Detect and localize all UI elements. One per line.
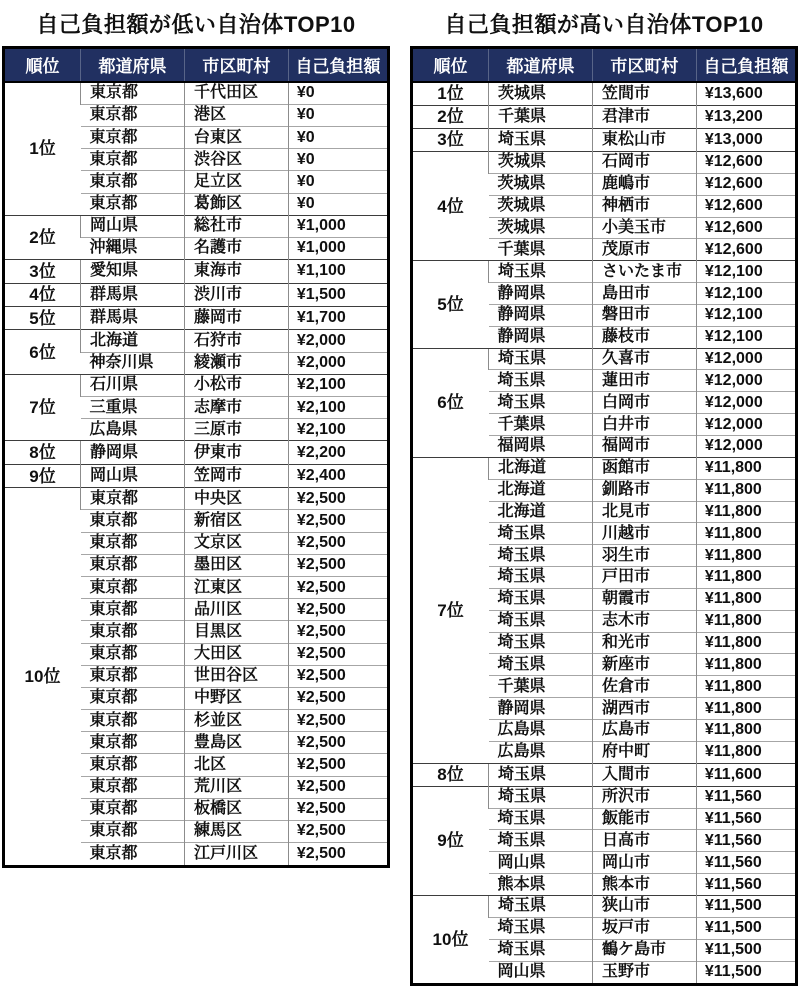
- prefecture-cell: 埼玉県: [489, 610, 593, 632]
- amount-cell: ¥12,100: [696, 283, 796, 305]
- prefecture-cell: 千葉県: [489, 676, 593, 698]
- amount-cell: ¥2,500: [288, 820, 388, 842]
- prefecture-cell: 東京都: [81, 687, 185, 709]
- city-cell: 狭山市: [592, 895, 696, 917]
- amount-cell: ¥11,560: [696, 830, 796, 852]
- city-cell: 名護市: [184, 237, 288, 259]
- amount-cell: ¥11,600: [696, 763, 796, 786]
- amount-cell: ¥11,500: [696, 917, 796, 939]
- table-row: [412, 105, 797, 128]
- prefecture-cell: 東京都: [81, 843, 185, 867]
- amount-cell: ¥0: [288, 149, 388, 171]
- prefecture-cell: 群馬県: [81, 283, 185, 306]
- amount-cell: ¥12,000: [696, 392, 796, 414]
- city-cell: 志摩市: [184, 397, 288, 419]
- amount-cell: ¥11,800: [696, 676, 796, 698]
- city-cell: 中央区: [184, 488, 288, 510]
- column-header: 市区町村: [592, 48, 696, 82]
- amount-cell: ¥1,500: [288, 283, 388, 306]
- prefecture-cell: 埼玉県: [489, 545, 593, 567]
- amount-cell: ¥11,500: [696, 961, 796, 984]
- prefecture-cell: 千葉県: [489, 239, 593, 261]
- amount-cell: ¥11,800: [696, 567, 796, 589]
- city-cell: 藤岡市: [184, 307, 288, 330]
- amount-cell: ¥12,600: [696, 239, 796, 261]
- table-row: [4, 82, 389, 105]
- amount-cell: ¥13,600: [696, 82, 796, 106]
- city-cell: 熊本市: [592, 874, 696, 896]
- amount-cell: ¥0: [288, 82, 388, 105]
- city-cell: 茂原市: [592, 239, 696, 261]
- city-cell: 府中町: [592, 741, 696, 763]
- city-cell: 世田谷区: [184, 665, 288, 687]
- amount-cell: ¥0: [288, 104, 388, 126]
- city-cell: 島田市: [592, 283, 696, 305]
- prefecture-cell: 東京都: [81, 643, 185, 665]
- city-cell: 日高市: [592, 830, 696, 852]
- header-row: [4, 48, 389, 82]
- city-cell: 三原市: [184, 419, 288, 441]
- rank-cell: 10位: [4, 488, 81, 867]
- city-cell: 江戸川区: [184, 843, 288, 867]
- amount-cell: ¥0: [288, 127, 388, 149]
- amount-cell: ¥2,200: [288, 441, 388, 464]
- amount-cell: ¥11,800: [696, 610, 796, 632]
- city-cell: 東海市: [184, 260, 288, 283]
- prefecture-cell: 埼玉県: [489, 588, 593, 610]
- prefecture-cell: 東京都: [81, 621, 185, 643]
- prefecture-cell: 東京都: [81, 599, 185, 621]
- amount-cell: ¥12,600: [696, 195, 796, 217]
- table-row: [4, 283, 389, 306]
- column-header: 市区町村: [184, 48, 288, 82]
- prefecture-cell: 東京都: [81, 732, 185, 754]
- city-cell: 小美玉市: [592, 217, 696, 239]
- prefecture-cell: 神奈川県: [81, 352, 185, 374]
- amount-cell: ¥11,800: [696, 523, 796, 545]
- city-cell: 台東区: [184, 127, 288, 149]
- low-table-header: [4, 48, 389, 82]
- city-cell: 函館市: [592, 457, 696, 479]
- rank-cell: 8位: [4, 441, 81, 464]
- rank-cell: 4位: [412, 152, 489, 261]
- table-row: [4, 260, 389, 283]
- prefecture-cell: 東京都: [81, 171, 185, 193]
- table-row: [412, 457, 797, 479]
- prefecture-cell: 福岡県: [489, 435, 593, 457]
- table-row: [4, 215, 389, 237]
- prefecture-cell: 東京都: [81, 665, 185, 687]
- city-cell: 杉並区: [184, 710, 288, 732]
- prefecture-cell: 東京都: [81, 820, 185, 842]
- city-cell: 北見市: [592, 501, 696, 523]
- prefecture-cell: 東京都: [81, 510, 185, 532]
- column-header: 自己負担額: [288, 48, 388, 82]
- city-cell: 葛飾区: [184, 193, 288, 215]
- rank-cell: 5位: [412, 261, 489, 348]
- high-table-body: [412, 82, 797, 985]
- column-header: 自己負担額: [696, 48, 796, 82]
- amount-cell: ¥11,500: [696, 939, 796, 961]
- amount-cell: ¥0: [288, 171, 388, 193]
- table-row: [412, 763, 797, 786]
- prefecture-cell: 埼玉県: [489, 567, 593, 589]
- prefecture-cell: 東京都: [81, 127, 185, 149]
- prefecture-cell: 静岡県: [81, 441, 185, 464]
- amount-cell: ¥12,000: [696, 370, 796, 392]
- amount-cell: ¥11,800: [696, 457, 796, 479]
- city-cell: 綾瀬市: [184, 352, 288, 374]
- city-cell: 東松山市: [592, 128, 696, 151]
- amount-cell: ¥12,000: [696, 435, 796, 457]
- city-cell: 磐田市: [592, 304, 696, 326]
- city-cell: 藤枝市: [592, 326, 696, 348]
- city-cell: 足立区: [184, 171, 288, 193]
- city-cell: 鶴ケ島市: [592, 939, 696, 961]
- city-cell: 神栖市: [592, 195, 696, 217]
- prefecture-cell: 茨城県: [489, 82, 593, 106]
- column-header: 順位: [412, 48, 489, 82]
- prefecture-cell: 東京都: [81, 82, 185, 105]
- amount-cell: ¥1,700: [288, 307, 388, 330]
- amount-cell: ¥2,500: [288, 798, 388, 820]
- amount-cell: ¥12,600: [696, 173, 796, 195]
- table-row: [412, 82, 797, 106]
- city-cell: 鹿嶋市: [592, 173, 696, 195]
- prefecture-cell: 東京都: [81, 488, 185, 510]
- prefecture-cell: 静岡県: [489, 283, 593, 305]
- amount-cell: ¥2,500: [288, 687, 388, 709]
- city-cell: 文京区: [184, 532, 288, 554]
- low-cost-panel: [2, 5, 390, 868]
- city-cell: 湖西市: [592, 698, 696, 720]
- city-cell: 小松市: [184, 374, 288, 396]
- amount-cell: ¥2,500: [288, 577, 388, 599]
- table-row: [4, 374, 389, 396]
- table-row: [412, 348, 797, 370]
- prefecture-cell: 埼玉県: [489, 261, 593, 283]
- amount-cell: ¥11,500: [696, 895, 796, 917]
- city-cell: 北区: [184, 754, 288, 776]
- high-table-title: 自己負担額が高い自治体TOP10: [444, 12, 764, 37]
- city-cell: 荒川区: [184, 776, 288, 798]
- high-cost-panel: [410, 5, 798, 986]
- city-cell: 豊島区: [184, 732, 288, 754]
- city-cell: 笠岡市: [184, 464, 288, 487]
- city-cell: 朝霞市: [592, 588, 696, 610]
- column-header: 都道府県: [489, 48, 593, 82]
- rank-cell: 7位: [4, 374, 81, 441]
- high-table-header: [412, 48, 797, 82]
- amount-cell: ¥2,500: [288, 621, 388, 643]
- city-cell: 江東区: [184, 577, 288, 599]
- prefecture-cell: 埼玉県: [489, 763, 593, 786]
- city-cell: 久喜市: [592, 348, 696, 370]
- city-cell: 石岡市: [592, 152, 696, 174]
- amount-cell: ¥12,100: [696, 261, 796, 283]
- prefecture-cell: 東京都: [81, 754, 185, 776]
- rank-cell: 2位: [4, 215, 81, 259]
- prefecture-cell: 埼玉県: [489, 370, 593, 392]
- amount-cell: ¥2,500: [288, 843, 388, 867]
- city-cell: 目黒区: [184, 621, 288, 643]
- table-row: [412, 128, 797, 151]
- city-cell: 笠間市: [592, 82, 696, 106]
- amount-cell: ¥1,000: [288, 237, 388, 259]
- prefecture-cell: 岡山県: [489, 961, 593, 984]
- column-header: 都道府県: [81, 48, 185, 82]
- prefecture-cell: 北海道: [81, 330, 185, 352]
- amount-cell: ¥11,800: [696, 741, 796, 763]
- amount-cell: ¥11,800: [696, 588, 796, 610]
- city-cell: 飯能市: [592, 808, 696, 830]
- prefecture-cell: 埼玉県: [489, 895, 593, 917]
- rank-cell: 6位: [412, 348, 489, 457]
- city-cell: 戸田市: [592, 567, 696, 589]
- city-cell: 新宿区: [184, 510, 288, 532]
- prefecture-cell: 愛知県: [81, 260, 185, 283]
- header-row: [412, 48, 797, 82]
- rank-cell: 1位: [29, 139, 56, 159]
- amount-cell: ¥13,000: [696, 128, 796, 151]
- prefecture-cell: 静岡県: [489, 326, 593, 348]
- amount-cell: ¥2,500: [288, 554, 388, 576]
- city-cell: 福岡市: [592, 435, 696, 457]
- prefecture-cell: 埼玉県: [489, 632, 593, 654]
- rank-cell: 9位: [412, 786, 489, 895]
- amount-cell: ¥2,500: [288, 532, 388, 554]
- city-cell: 川越市: [592, 523, 696, 545]
- amount-cell: ¥2,100: [288, 397, 388, 419]
- amount-cell: ¥12,100: [696, 326, 796, 348]
- city-cell: 所沢市: [592, 786, 696, 808]
- prefecture-cell: 群馬県: [81, 307, 185, 330]
- city-cell: 広島市: [592, 719, 696, 741]
- rank-cell: 5位: [4, 307, 81, 330]
- city-cell: 佐倉市: [592, 676, 696, 698]
- city-cell: 総社市: [184, 215, 288, 237]
- prefecture-cell: 広島県: [81, 419, 185, 441]
- amount-cell: ¥2,500: [288, 488, 388, 510]
- city-cell: 白井市: [592, 414, 696, 436]
- amount-cell: ¥12,600: [696, 217, 796, 239]
- city-cell: 中野区: [184, 687, 288, 709]
- city-cell: 新座市: [592, 654, 696, 676]
- prefecture-cell: 埼玉県: [489, 808, 593, 830]
- prefecture-cell: 埼玉県: [489, 348, 593, 370]
- amount-cell: ¥1,100: [288, 260, 388, 283]
- city-cell: 蓮田市: [592, 370, 696, 392]
- prefecture-cell: 岡山県: [81, 464, 185, 487]
- amount-cell: ¥11,800: [696, 501, 796, 523]
- prefecture-cell: 埼玉県: [489, 917, 593, 939]
- prefecture-cell: 静岡県: [489, 698, 593, 720]
- amount-cell: ¥12,600: [696, 152, 796, 174]
- amount-cell: ¥11,800: [696, 654, 796, 676]
- prefecture-cell: 北海道: [489, 457, 593, 479]
- amount-cell: ¥0: [288, 193, 388, 215]
- rank-cell: 8位: [412, 763, 489, 786]
- city-cell: 志木市: [592, 610, 696, 632]
- column-header: 順位: [4, 48, 81, 82]
- prefecture-cell: 千葉県: [489, 414, 593, 436]
- high-table: [410, 46, 798, 986]
- table-row: [4, 330, 389, 352]
- prefecture-cell: 東京都: [81, 193, 185, 215]
- prefecture-cell: 埼玉県: [489, 939, 593, 961]
- low-table: [2, 46, 390, 868]
- prefecture-cell: 広島県: [489, 719, 593, 741]
- prefecture-cell: 茨城県: [489, 173, 593, 195]
- city-cell: 大田区: [184, 643, 288, 665]
- prefecture-cell: 東京都: [81, 532, 185, 554]
- amount-cell: ¥11,560: [696, 808, 796, 830]
- city-cell: 和光市: [592, 632, 696, 654]
- city-cell: 君津市: [592, 105, 696, 128]
- prefecture-cell: 岡山県: [489, 852, 593, 874]
- amount-cell: ¥11,560: [696, 874, 796, 896]
- amount-cell: ¥11,560: [696, 786, 796, 808]
- amount-cell: ¥2,500: [288, 754, 388, 776]
- prefecture-cell: 茨城県: [489, 217, 593, 239]
- amount-cell: ¥2,100: [288, 374, 388, 396]
- prefecture-cell: 沖縄県: [81, 237, 185, 259]
- amount-cell: ¥1,000: [288, 215, 388, 237]
- amount-cell: ¥2,500: [288, 510, 388, 532]
- prefecture-cell: 埼玉県: [489, 523, 593, 545]
- amount-cell: ¥11,800: [696, 698, 796, 720]
- prefecture-cell: 東京都: [81, 776, 185, 798]
- amount-cell: ¥11,800: [696, 545, 796, 567]
- city-cell: 玉野市: [592, 961, 696, 984]
- amount-cell: ¥2,000: [288, 352, 388, 374]
- prefecture-cell: 三重県: [81, 397, 185, 419]
- amount-cell: ¥13,200: [696, 105, 796, 128]
- amount-cell: ¥11,800: [696, 719, 796, 741]
- table-row: [412, 261, 797, 283]
- amount-cell: ¥2,500: [288, 732, 388, 754]
- low-table-title: 自己負担額が低い自治体TOP10: [36, 12, 356, 37]
- city-cell: 岡山市: [592, 852, 696, 874]
- prefecture-cell: 東京都: [81, 149, 185, 171]
- prefecture-cell: 東京都: [81, 798, 185, 820]
- amount-cell: ¥2,500: [288, 643, 388, 665]
- prefecture-cell: 茨城県: [489, 152, 593, 174]
- city-cell: 釧路市: [592, 479, 696, 501]
- prefecture-cell: 北海道: [489, 479, 593, 501]
- rank-cell: 9位: [4, 464, 81, 487]
- rank-cell: 10位: [412, 895, 489, 984]
- city-cell: 渋谷区: [184, 149, 288, 171]
- table-row: [412, 152, 797, 174]
- city-cell: 石狩市: [184, 330, 288, 352]
- city-cell: 渋川市: [184, 283, 288, 306]
- table-row: [4, 441, 389, 464]
- prefecture-cell: 茨城県: [489, 195, 593, 217]
- prefecture-cell: 埼玉県: [489, 392, 593, 414]
- city-cell: 墨田区: [184, 554, 288, 576]
- prefecture-cell: 東京都: [81, 104, 185, 126]
- city-cell: 伊東市: [184, 441, 288, 464]
- rank-cell: 3位: [4, 260, 81, 283]
- table-row: [4, 464, 389, 487]
- prefecture-cell: 埼玉県: [489, 654, 593, 676]
- city-cell: 品川区: [184, 599, 288, 621]
- prefecture-cell: 東京都: [81, 710, 185, 732]
- city-cell: 白岡市: [592, 392, 696, 414]
- prefecture-cell: 岡山県: [81, 215, 185, 237]
- prefecture-cell: 千葉県: [489, 105, 593, 128]
- amount-cell: ¥11,800: [696, 632, 796, 654]
- city-cell: 板橋区: [184, 798, 288, 820]
- amount-cell: ¥11,800: [696, 479, 796, 501]
- prefecture-cell: 埼玉県: [489, 830, 593, 852]
- city-cell: 羽生市: [592, 545, 696, 567]
- table-row: [4, 307, 389, 330]
- amount-cell: ¥2,500: [288, 710, 388, 732]
- prefecture-cell: 北海道: [489, 501, 593, 523]
- table-row: [412, 786, 797, 808]
- rank-cell: 4位: [4, 283, 81, 306]
- rank-cell: 7位: [412, 457, 489, 763]
- rank-cell: 3位: [412, 128, 489, 151]
- prefecture-cell: 熊本県: [489, 874, 593, 896]
- city-cell: 入間市: [592, 763, 696, 786]
- amount-cell: ¥12,000: [696, 348, 796, 370]
- amount-cell: ¥2,400: [288, 464, 388, 487]
- city-cell: 千代田区: [184, 82, 288, 105]
- prefecture-cell: 東京都: [81, 554, 185, 576]
- prefecture-cell: 石川県: [81, 374, 185, 396]
- rank-cell: 1位: [437, 84, 464, 104]
- rank-cell: 2位: [412, 105, 489, 128]
- city-cell: 坂戸市: [592, 917, 696, 939]
- table-row: [4, 488, 389, 510]
- amount-cell: ¥2,500: [288, 665, 388, 687]
- amount-cell: ¥2,500: [288, 776, 388, 798]
- city-cell: 港区: [184, 104, 288, 126]
- prefecture-cell: 埼玉県: [489, 786, 593, 808]
- prefecture-cell: 東京都: [81, 577, 185, 599]
- prefecture-cell: 静岡県: [489, 304, 593, 326]
- amount-cell: ¥11,560: [696, 852, 796, 874]
- amount-cell: ¥12,000: [696, 414, 796, 436]
- amount-cell: ¥2,500: [288, 599, 388, 621]
- city-cell: 練馬区: [184, 820, 288, 842]
- low-table-body: [4, 82, 389, 867]
- rank-cell: 6位: [4, 330, 81, 374]
- amount-cell: ¥2,000: [288, 330, 388, 352]
- prefecture-cell: 埼玉県: [489, 128, 593, 151]
- city-cell: さいたま市: [592, 261, 696, 283]
- amount-cell: ¥2,100: [288, 419, 388, 441]
- table-row: [412, 895, 797, 917]
- amount-cell: ¥12,100: [696, 304, 796, 326]
- prefecture-cell: 広島県: [489, 741, 593, 763]
